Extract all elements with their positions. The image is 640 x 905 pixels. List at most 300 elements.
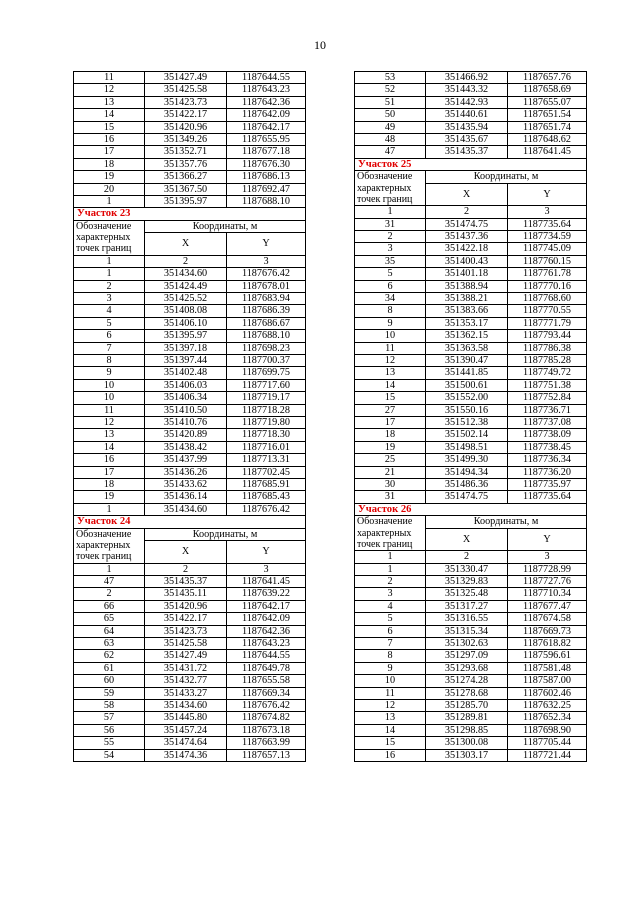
point-number: 7 bbox=[74, 342, 145, 354]
x-coordinate: 351302.63 bbox=[426, 638, 508, 650]
table-row bbox=[74, 72, 306, 84]
y-coordinate: 1187651.54 bbox=[508, 109, 587, 121]
table-header-row bbox=[355, 171, 587, 183]
x-coordinate: 351352.71 bbox=[145, 146, 227, 158]
designation-header-line: точек границ bbox=[357, 538, 413, 550]
table-row bbox=[355, 675, 587, 687]
y-coordinate: 1187751.38 bbox=[508, 379, 587, 391]
y-coordinate: 1187718.30 bbox=[227, 429, 306, 441]
point-number: 60 bbox=[74, 675, 145, 687]
table-row bbox=[355, 613, 587, 625]
x-coordinate: 351474.36 bbox=[145, 749, 227, 761]
point-number: 61 bbox=[74, 662, 145, 674]
column-index: 3 bbox=[227, 255, 306, 267]
point-number: 8 bbox=[74, 355, 145, 367]
coordinates-header: Координаты, м bbox=[145, 528, 306, 540]
y-coordinate: 1187716.01 bbox=[227, 441, 306, 453]
point-number: 47 bbox=[74, 576, 145, 588]
x-coordinate: 351303.17 bbox=[426, 749, 508, 761]
x-coordinate: 351427.49 bbox=[145, 650, 227, 662]
x-coordinate: 351434.60 bbox=[145, 268, 227, 280]
point-number: 12 bbox=[355, 355, 426, 367]
x-coordinate: 351406.34 bbox=[145, 392, 227, 404]
y-coordinate: 1187581.48 bbox=[508, 662, 587, 674]
y-coordinate: 1187735.64 bbox=[508, 218, 587, 230]
x-header: X bbox=[426, 528, 508, 550]
y-coordinate: 1187641.45 bbox=[227, 576, 306, 588]
point-number: 1 bbox=[355, 563, 426, 575]
section-title: Участок 24 bbox=[74, 516, 306, 528]
y-coordinate: 1187686.13 bbox=[227, 171, 306, 183]
y-coordinate: 1187649.78 bbox=[227, 662, 306, 674]
table-row bbox=[74, 638, 306, 650]
designation-header-line: Обозначение bbox=[76, 220, 132, 232]
y-coordinate: 1187702.45 bbox=[227, 466, 306, 478]
y-coordinate: 1187688.10 bbox=[227, 330, 306, 342]
point-number: 3 bbox=[355, 243, 426, 255]
x-coordinate: 351435.94 bbox=[426, 121, 508, 133]
y-coordinate: 1187786.38 bbox=[508, 342, 587, 354]
point-number: 3 bbox=[355, 588, 426, 600]
table-row bbox=[74, 292, 306, 304]
x-coordinate: 351436.26 bbox=[145, 466, 227, 478]
table-row bbox=[74, 749, 306, 761]
y-coordinate: 1187770.16 bbox=[508, 280, 587, 292]
x-header: X bbox=[145, 541, 227, 563]
point-number: 17 bbox=[74, 466, 145, 478]
x-coordinate: 351353.17 bbox=[426, 317, 508, 329]
point-number: 7 bbox=[355, 638, 426, 650]
y-coordinate: 1187761.78 bbox=[508, 268, 587, 280]
y-coordinate: 1187738.45 bbox=[508, 441, 587, 453]
x-coordinate: 351440.61 bbox=[426, 109, 508, 121]
point-number: 51 bbox=[355, 96, 426, 108]
table-row bbox=[355, 305, 587, 317]
x-coordinate: 351297.09 bbox=[426, 650, 508, 662]
x-coordinate: 351383.66 bbox=[426, 305, 508, 317]
y-coordinate: 1187749.72 bbox=[508, 367, 587, 379]
y-coordinate: 1187700.37 bbox=[227, 355, 306, 367]
table-row bbox=[74, 134, 306, 146]
table-row bbox=[355, 712, 587, 724]
point-number: 31 bbox=[355, 218, 426, 230]
point-number: 10 bbox=[355, 330, 426, 342]
designation-header-line: Обозначение bbox=[76, 528, 132, 540]
table-row bbox=[74, 268, 306, 280]
designation-header bbox=[74, 220, 145, 255]
x-coordinate: 351423.73 bbox=[145, 625, 227, 637]
table-row bbox=[355, 737, 587, 749]
x-coordinate: 351432.77 bbox=[145, 675, 227, 687]
table-row bbox=[74, 109, 306, 121]
point-number: 1 bbox=[74, 268, 145, 280]
designation-header bbox=[355, 516, 426, 551]
column-index-row bbox=[74, 255, 306, 267]
table-row bbox=[355, 466, 587, 478]
column-index: 2 bbox=[145, 255, 227, 267]
table-row bbox=[355, 662, 587, 674]
point-number: 15 bbox=[355, 392, 426, 404]
x-coordinate: 351390.47 bbox=[426, 355, 508, 367]
x-coordinate: 351300.08 bbox=[426, 737, 508, 749]
point-number: 5 bbox=[74, 317, 145, 329]
point-number: 55 bbox=[74, 737, 145, 749]
table-row bbox=[74, 613, 306, 625]
x-coordinate: 351498.51 bbox=[426, 441, 508, 453]
point-number: 13 bbox=[355, 712, 426, 724]
point-number: 19 bbox=[74, 491, 145, 503]
table-row bbox=[74, 737, 306, 749]
y-coordinate: 1187676.42 bbox=[227, 503, 306, 515]
designation-header-line: точек границ bbox=[76, 243, 132, 255]
table-row bbox=[355, 700, 587, 712]
table-row bbox=[355, 330, 587, 342]
table-row bbox=[355, 230, 587, 242]
y-coordinate: 1187736.71 bbox=[508, 404, 587, 416]
y-coordinate: 1187719.80 bbox=[227, 417, 306, 429]
table-row bbox=[355, 724, 587, 736]
x-coordinate: 351285.70 bbox=[426, 700, 508, 712]
x-coordinate: 351436.14 bbox=[145, 491, 227, 503]
coordinates-header: Координаты, м bbox=[145, 220, 306, 232]
point-number: 13 bbox=[74, 429, 145, 441]
y-coordinate: 1187721.44 bbox=[508, 749, 587, 761]
y-coordinate: 1187760.15 bbox=[508, 255, 587, 267]
y-coordinate: 1187678.01 bbox=[227, 280, 306, 292]
table-row bbox=[74, 392, 306, 404]
point-number: 18 bbox=[74, 158, 145, 170]
table-row bbox=[355, 317, 587, 329]
table-row bbox=[355, 280, 587, 292]
table-row bbox=[355, 379, 587, 391]
x-coordinate: 351424.49 bbox=[145, 280, 227, 292]
section-title-row bbox=[355, 503, 587, 515]
y-coordinate: 1187698.23 bbox=[227, 342, 306, 354]
y-coordinate: 1187642.36 bbox=[227, 625, 306, 637]
point-number: 65 bbox=[74, 613, 145, 625]
x-coordinate: 351474.75 bbox=[426, 491, 508, 503]
table-row bbox=[355, 417, 587, 429]
x-coordinate: 351410.76 bbox=[145, 417, 227, 429]
table-row bbox=[355, 255, 587, 267]
table-row bbox=[74, 491, 306, 503]
column-index: 3 bbox=[227, 563, 306, 575]
y-coordinate: 1187642.09 bbox=[227, 109, 306, 121]
point-number: 2 bbox=[74, 280, 145, 292]
x-coordinate: 351293.68 bbox=[426, 662, 508, 674]
x-coordinate: 351434.60 bbox=[145, 700, 227, 712]
table-row bbox=[355, 392, 587, 404]
x-coordinate: 351435.37 bbox=[426, 146, 508, 158]
table-row bbox=[74, 724, 306, 736]
point-number: 47 bbox=[355, 146, 426, 158]
y-coordinate: 1187673.18 bbox=[227, 724, 306, 736]
table-row bbox=[355, 218, 587, 230]
y-coordinate: 1187658.69 bbox=[508, 84, 587, 96]
point-number: 58 bbox=[74, 700, 145, 712]
table-row bbox=[74, 454, 306, 466]
table-row bbox=[74, 196, 306, 208]
y-coordinate: 1187618.82 bbox=[508, 638, 587, 650]
x-coordinate: 351550.16 bbox=[426, 404, 508, 416]
table-row bbox=[355, 243, 587, 255]
point-number: 35 bbox=[355, 255, 426, 267]
table-row bbox=[355, 429, 587, 441]
table-row bbox=[74, 625, 306, 637]
table-row bbox=[74, 576, 306, 588]
point-number: 2 bbox=[355, 576, 426, 588]
column-index: 2 bbox=[426, 206, 508, 218]
coordinates-table bbox=[73, 71, 306, 762]
coordinates-header: Координаты, м bbox=[426, 516, 587, 528]
x-coordinate: 351425.58 bbox=[145, 638, 227, 650]
y-coordinate: 1187652.34 bbox=[508, 712, 587, 724]
table-row bbox=[355, 109, 587, 121]
designation-header-line: характерных bbox=[357, 527, 412, 539]
table-row bbox=[74, 479, 306, 491]
table-row bbox=[74, 404, 306, 416]
table-row bbox=[355, 588, 587, 600]
x-coordinate: 351552.00 bbox=[426, 392, 508, 404]
y-header: Y bbox=[227, 233, 306, 255]
table-row bbox=[355, 268, 587, 280]
x-coordinate: 351289.81 bbox=[426, 712, 508, 724]
x-coordinate: 351474.75 bbox=[426, 218, 508, 230]
point-number: 12 bbox=[74, 84, 145, 96]
designation-header-line: характерных bbox=[76, 232, 131, 244]
table-row bbox=[355, 72, 587, 84]
column-index-row bbox=[74, 563, 306, 575]
table-row bbox=[74, 662, 306, 674]
table-row bbox=[74, 84, 306, 96]
point-number: 17 bbox=[355, 417, 426, 429]
table-row bbox=[355, 479, 587, 491]
point-number: 11 bbox=[355, 342, 426, 354]
table-row bbox=[74, 355, 306, 367]
point-number: 27 bbox=[355, 404, 426, 416]
point-number: 11 bbox=[355, 687, 426, 699]
point-number: 4 bbox=[355, 600, 426, 612]
point-number: 3 bbox=[74, 292, 145, 304]
column-index: 1 bbox=[74, 563, 145, 575]
y-coordinate: 1187644.55 bbox=[227, 72, 306, 84]
x-coordinate: 351402.48 bbox=[145, 367, 227, 379]
table-row bbox=[355, 355, 587, 367]
section-title-row bbox=[74, 516, 306, 528]
y-header: Y bbox=[227, 541, 306, 563]
x-coordinate: 351499.30 bbox=[426, 454, 508, 466]
x-coordinate: 351434.60 bbox=[145, 503, 227, 515]
y-coordinate: 1187676.42 bbox=[227, 700, 306, 712]
y-coordinate: 1187736.20 bbox=[508, 466, 587, 478]
point-number: 1 bbox=[74, 503, 145, 515]
table-row bbox=[74, 317, 306, 329]
table-row bbox=[355, 600, 587, 612]
point-number: 16 bbox=[355, 749, 426, 761]
table-row bbox=[74, 466, 306, 478]
y-coordinate: 1187734.59 bbox=[508, 230, 587, 242]
x-header: X bbox=[145, 233, 227, 255]
y-coordinate: 1187736.34 bbox=[508, 454, 587, 466]
x-coordinate: 351274.28 bbox=[426, 675, 508, 687]
table-row bbox=[74, 330, 306, 342]
point-number: 52 bbox=[355, 84, 426, 96]
y-coordinate: 1187669.73 bbox=[508, 625, 587, 637]
x-coordinate: 351457.24 bbox=[145, 724, 227, 736]
section-title-row bbox=[74, 208, 306, 220]
table-row bbox=[355, 491, 587, 503]
designation-header-line: характерных bbox=[76, 540, 131, 551]
point-number: 10 bbox=[355, 675, 426, 687]
x-coordinate: 351395.97 bbox=[145, 330, 227, 342]
x-coordinate: 351330.47 bbox=[426, 563, 508, 575]
y-coordinate: 1187717.60 bbox=[227, 379, 306, 391]
y-coordinate: 1187655.95 bbox=[227, 134, 306, 146]
y-coordinate: 1187632.25 bbox=[508, 700, 587, 712]
table-row bbox=[355, 367, 587, 379]
table-row bbox=[355, 404, 587, 416]
x-coordinate: 351388.94 bbox=[426, 280, 508, 292]
point-number: 18 bbox=[74, 479, 145, 491]
column-index-row bbox=[355, 206, 587, 218]
column-index: 3 bbox=[508, 206, 587, 218]
y-coordinate: 1187642.09 bbox=[227, 613, 306, 625]
x-coordinate: 351437.36 bbox=[426, 230, 508, 242]
table-row bbox=[74, 367, 306, 379]
x-coordinate: 351388.21 bbox=[426, 292, 508, 304]
point-number: 19 bbox=[74, 171, 145, 183]
point-number: 16 bbox=[74, 454, 145, 466]
x-coordinate: 351494.34 bbox=[426, 466, 508, 478]
y-coordinate: 1187602.46 bbox=[508, 687, 587, 699]
point-number: 48 bbox=[355, 134, 426, 146]
point-number: 19 bbox=[355, 441, 426, 453]
point-number: 5 bbox=[355, 613, 426, 625]
y-coordinate: 1187677.18 bbox=[227, 146, 306, 158]
point-number: 54 bbox=[74, 749, 145, 761]
table-row bbox=[355, 292, 587, 304]
table-row bbox=[74, 96, 306, 108]
y-coordinate: 1187643.23 bbox=[227, 84, 306, 96]
point-number: 16 bbox=[74, 134, 145, 146]
y-coordinate: 1187643.23 bbox=[227, 638, 306, 650]
table-row bbox=[355, 134, 587, 146]
designation-header bbox=[74, 528, 145, 563]
y-coordinate: 1187685.43 bbox=[227, 491, 306, 503]
table-row bbox=[74, 146, 306, 158]
y-header: Y bbox=[508, 528, 587, 550]
y-coordinate: 1187648.62 bbox=[508, 134, 587, 146]
table-row bbox=[74, 650, 306, 662]
point-number: 53 bbox=[355, 72, 426, 84]
coordinates-table-right bbox=[354, 71, 586, 762]
y-coordinate: 1187669.34 bbox=[227, 687, 306, 699]
point-number: 20 bbox=[74, 183, 145, 195]
table-row bbox=[355, 625, 587, 637]
point-number: 50 bbox=[355, 109, 426, 121]
x-coordinate: 351363.58 bbox=[426, 342, 508, 354]
x-coordinate: 351316.55 bbox=[426, 613, 508, 625]
y-coordinate: 1187644.55 bbox=[227, 650, 306, 662]
y-coordinate: 1187685.91 bbox=[227, 479, 306, 491]
table-row bbox=[74, 171, 306, 183]
x-coordinate: 351435.37 bbox=[145, 576, 227, 588]
point-number: 9 bbox=[355, 662, 426, 674]
y-coordinate: 1187719.17 bbox=[227, 392, 306, 404]
point-number: 2 bbox=[74, 588, 145, 600]
table-row bbox=[355, 342, 587, 354]
x-coordinate: 351397.44 bbox=[145, 355, 227, 367]
point-number: 1 bbox=[74, 196, 145, 208]
x-coordinate: 351408.08 bbox=[145, 305, 227, 317]
y-coordinate: 1187705.44 bbox=[508, 737, 587, 749]
x-coordinate: 351406.03 bbox=[145, 379, 227, 391]
point-number: 10 bbox=[74, 392, 145, 404]
column-index-row bbox=[355, 551, 587, 563]
table-row bbox=[74, 503, 306, 515]
point-number: 12 bbox=[355, 700, 426, 712]
x-coordinate: 351401.18 bbox=[426, 268, 508, 280]
point-number: 63 bbox=[74, 638, 145, 650]
point-number: 6 bbox=[74, 330, 145, 342]
designation-header-line: точек границ bbox=[76, 551, 132, 563]
x-coordinate: 351431.72 bbox=[145, 662, 227, 674]
x-coordinate: 351433.62 bbox=[145, 479, 227, 491]
table-row bbox=[355, 749, 587, 761]
point-number: 6 bbox=[355, 625, 426, 637]
coordinates-table bbox=[354, 71, 587, 762]
y-coordinate: 1187686.39 bbox=[227, 305, 306, 317]
y-coordinate: 1187655.07 bbox=[508, 96, 587, 108]
x-coordinate: 351406.10 bbox=[145, 317, 227, 329]
table-row bbox=[74, 280, 306, 292]
y-coordinate: 1187674.82 bbox=[227, 712, 306, 724]
x-coordinate: 351512.38 bbox=[426, 417, 508, 429]
x-coordinate: 351441.85 bbox=[426, 367, 508, 379]
point-number: 57 bbox=[74, 712, 145, 724]
point-number: 14 bbox=[74, 441, 145, 453]
table-row bbox=[74, 441, 306, 453]
table-row bbox=[74, 158, 306, 170]
y-coordinate: 1187713.31 bbox=[227, 454, 306, 466]
point-number: 2 bbox=[355, 230, 426, 242]
point-number: 14 bbox=[355, 724, 426, 736]
y-coordinate: 1187699.75 bbox=[227, 367, 306, 379]
coordinates-table-left bbox=[73, 71, 305, 762]
x-coordinate: 351397.18 bbox=[145, 342, 227, 354]
table-row bbox=[74, 183, 306, 195]
x-coordinate: 351500.61 bbox=[426, 379, 508, 391]
column-index: 1 bbox=[355, 206, 426, 218]
point-number: 9 bbox=[74, 367, 145, 379]
point-number: 49 bbox=[355, 121, 426, 133]
x-coordinate: 351425.58 bbox=[145, 84, 227, 96]
y-coordinate: 1187710.34 bbox=[508, 588, 587, 600]
y-coordinate: 1187651.74 bbox=[508, 121, 587, 133]
table-row bbox=[355, 121, 587, 133]
table-row bbox=[74, 700, 306, 712]
point-number: 15 bbox=[74, 121, 145, 133]
table-row bbox=[74, 417, 306, 429]
column-index: 2 bbox=[426, 551, 508, 563]
x-coordinate: 351442.93 bbox=[426, 96, 508, 108]
x-coordinate: 351410.50 bbox=[145, 404, 227, 416]
y-coordinate: 1187641.45 bbox=[508, 146, 587, 158]
y-header: Y bbox=[508, 183, 587, 205]
y-coordinate: 1187676.30 bbox=[227, 158, 306, 170]
y-coordinate: 1187727.76 bbox=[508, 576, 587, 588]
x-coordinate: 351423.73 bbox=[145, 96, 227, 108]
